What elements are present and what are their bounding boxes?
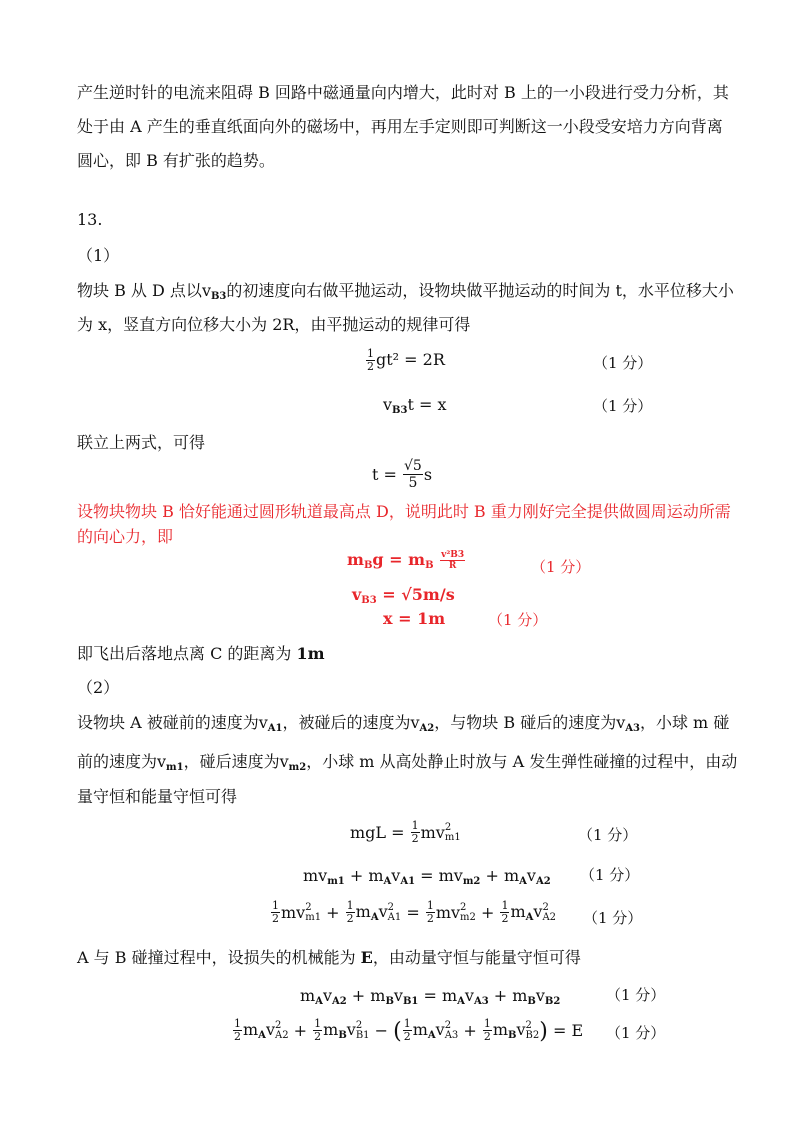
fraction-half: $\frac{1}{2}$: [367, 347, 374, 373]
red-equation-2: [352, 585, 455, 606]
seg: ，小球 m 从高处静止时放与 A 发生弹性碰撞的过程中，由动: [306, 752, 738, 771]
eq2-v: v: [383, 395, 393, 414]
part-2-equation-1: mgL = $\frac{1}{2}$ mv 2 m1: [350, 819, 461, 845]
combine-text: 联立上两式，可得: [77, 433, 206, 452]
part-2-text-line-3: 量守恒和能量守恒可得: [77, 787, 238, 806]
seg: ，被碰后的速度为v: [282, 713, 420, 732]
score-label-red: （1 分）: [531, 558, 591, 576]
seg-E: E: [360, 948, 373, 967]
sub: A1: [267, 723, 283, 734]
fraction-v2-over-R: [440, 550, 465, 571]
score-label: （1 分）: [583, 909, 643, 927]
seg: ，由动量守恒与能量守恒可得: [372, 948, 581, 967]
conclusion-a: 即飞出后落地点离 C 的距离为: [77, 644, 297, 663]
eq2-rest: t = x: [407, 395, 447, 414]
part-2-equation-4: $m_Av_{A2} + m_Bv_{B1} = m_Av_{A3} + m_Bv_{B2}$: [300, 986, 561, 1007]
part-2-text-line-1: [77, 710, 729, 734]
score-label: （1 分）: [578, 826, 638, 844]
symbol-vB3: $v_{B3}$: [201, 281, 227, 302]
seg: A 与 B 碰撞过程中，设损失的机械能为: [77, 948, 361, 967]
sub: A2: [419, 723, 435, 734]
score-label: （1 分）: [593, 397, 653, 415]
eq3-den: 5: [408, 475, 418, 491]
red-eq1-m: m: [347, 550, 364, 569]
intro-line-3: 圆心，即 B 有扩张的趋势。: [77, 151, 275, 170]
eq2-sub: B3: [392, 405, 408, 416]
sub: A3: [625, 723, 640, 734]
eq3-unit: s: [423, 465, 433, 484]
score-label: （1 分）: [593, 354, 653, 372]
eq3-num: √5: [404, 458, 422, 474]
red-eq1-sub: B: [363, 560, 373, 571]
text-segment: 物块 B 从 D 点以: [77, 281, 202, 300]
supsub: 2 m1: [444, 821, 461, 843]
part-2-label: （2）: [77, 678, 120, 697]
part-2-text-line-2: [77, 749, 737, 773]
conclusion-text: [77, 641, 325, 664]
score-label: （1 分）: [606, 986, 666, 1004]
red-equation-1: $m_Bg = m_B$ $\frac{\text{v²B3}}{R}$: [347, 550, 465, 571]
equation-2: [383, 395, 447, 416]
part-2-equation-3: $\frac{1}{2}$ mv 2 m1 + $\frac{1}{2}$ $m_Av$ 2 A1 = $\frac{1}{2}$ mv 2 m2 + $\frac{1}{2}$ $m_Av$ 2 A2: [272, 899, 557, 925]
red-text-line-1: 设物块物块 B 恰好能通过圆形轨道最高点 D，说明此时 B 重力刚好完全提供做圆周运动所需: [77, 502, 731, 521]
score-label: （1 分）: [606, 1024, 666, 1042]
red-eq2-rest: = √5m/s: [376, 585, 455, 604]
red-equation-3: x = 1m: [383, 609, 446, 628]
red-eq1-mid: g = m: [372, 550, 426, 569]
fraction-half: $\frac{1}{2}$: [411, 819, 419, 845]
red-eq2-v: v: [352, 585, 362, 604]
text-segment: 的初速度向右做平抛运动，设物块做平抛运动的时间为 t，水平位移大小: [226, 281, 734, 300]
eq3-lhs: t =: [372, 465, 397, 484]
red-eq2-sub: B3: [361, 595, 377, 606]
part-1-text-line-1: [77, 278, 734, 302]
seg: 设物块 A 被碰前的速度为v: [77, 713, 268, 732]
seg: 前的速度为v: [77, 752, 167, 771]
score-label: （1 分）: [580, 866, 640, 884]
conclusion-b: 1m: [296, 644, 325, 663]
fraction-sqrt5-over-5: [403, 458, 423, 491]
ab-collision-text: [77, 945, 581, 968]
question-number: 13.: [77, 210, 103, 229]
red-eq1-num: v²B3: [441, 550, 465, 560]
score-label-red: （1 分）: [488, 611, 548, 629]
equation-1: [365, 348, 445, 373]
part-2-equation-2: $mv_{m1} + m_Av_{A1} = mv_{m2} + m_Av_{A2}$: [303, 866, 551, 887]
p2-eq1-lhs: mgL =: [350, 823, 405, 842]
intro-line-2: 处于由 A 产生的垂直纸面向外的磁场中，再用左手定则即可判断这一小段受安培力方向背离: [77, 117, 723, 136]
sub: m2: [288, 762, 307, 773]
sub: m1: [166, 762, 184, 773]
seg: ，与物块 B 碰后的速度为v: [434, 713, 626, 732]
part-1-text-line-2: 为 x，竖直方向位移大小为 2R，由平抛运动的规律可得: [77, 315, 471, 334]
seg: ，碰后速度为v: [183, 752, 289, 771]
part-1-label: （1）: [77, 246, 120, 265]
intro-line-1: 产生逆时针的电流来阻碍 B 回路中磁通量向内增大，此时对 B 上的一小段进行受力分析，其: [77, 83, 729, 102]
part-2-equation-5: $\frac{1}{2}$ $m_Av$ 2 A2 + $\frac{1}{2}$ $m_Bv$ 2 B1 − ( $\frac{1}{2}$ $m_Av$ 2 A3 + $\frac{1}{2}$ $m_Bv$ 2 B2 ) = E: [234, 1017, 584, 1044]
seg: ，小球 m 碰: [639, 713, 730, 732]
equation-1-body: gt² = 2R: [376, 350, 445, 369]
red-text-line-2: 的向心力，即: [77, 527, 174, 546]
red-eq1-den: R: [448, 561, 457, 571]
equation-3: [372, 458, 432, 491]
